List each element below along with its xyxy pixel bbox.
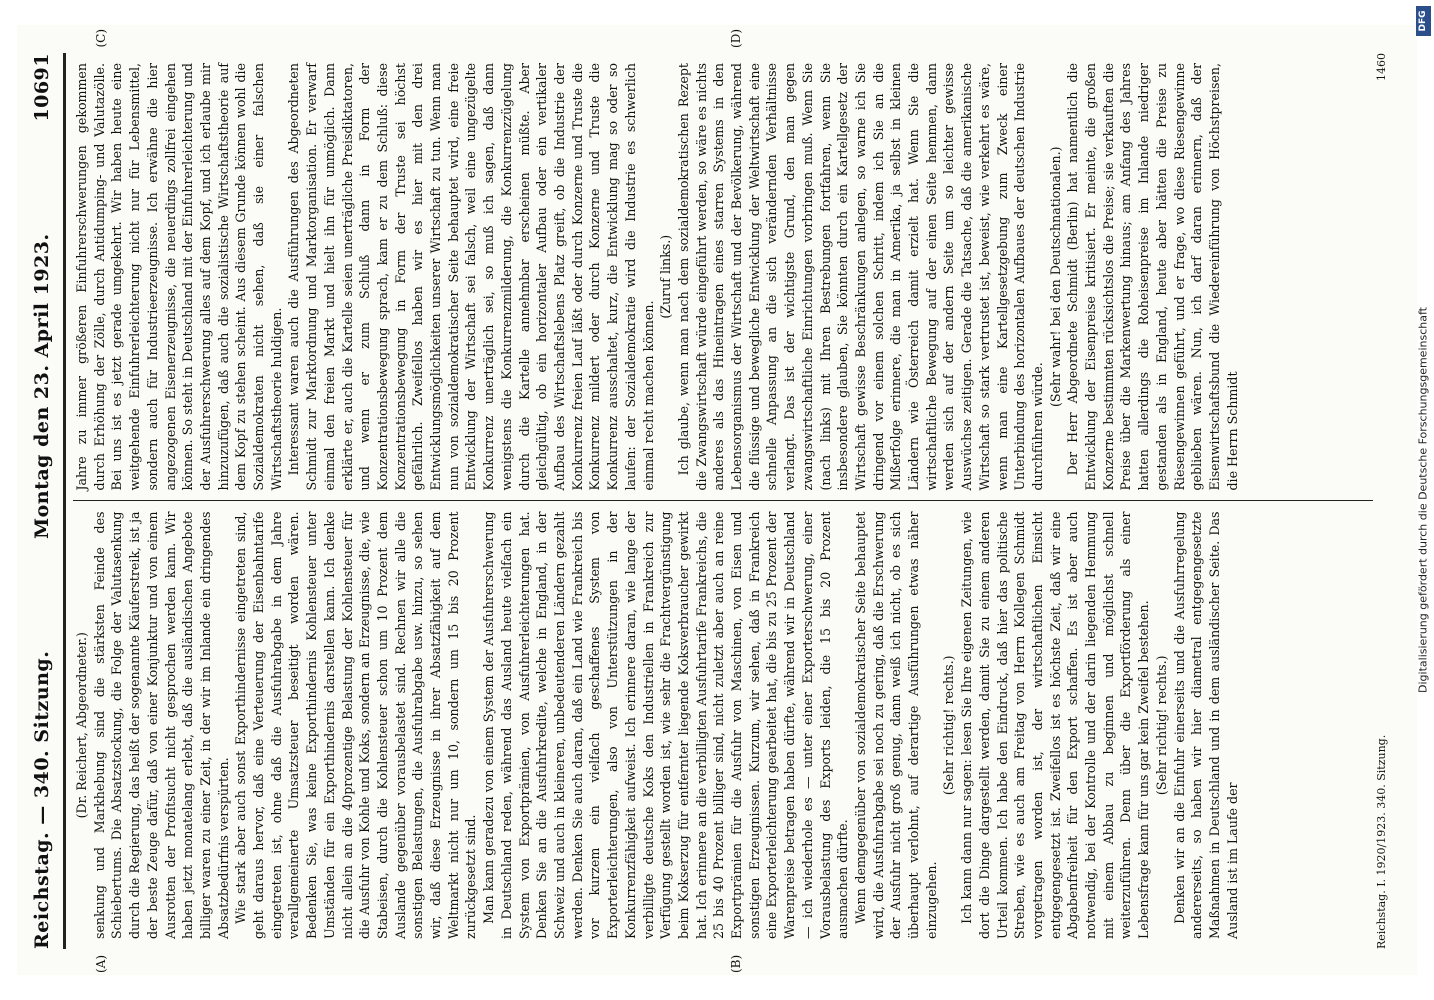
right-column [73, 29, 1373, 502]
margin-mark-d: (D) [729, 29, 743, 48]
paragraph: Jahre zu immer größeren Einfuhrerschwerungen gekommen durch Erhöhung der Zölle, durch Antidumping- und Valutazölle. Bei uns ist es jetzt gerade umgekehrt. Wir haben heute eine weitgehende Einfuhrerleichterung nicht nur für Lebensmittel, sondern auch für Industrieerzeugnisse. Ich erwähne die hier angezogenen Eisenerzeugnisse, die neuerdings zollfrei eingehen können. So steht in Deutschland mit der Einfuhrerleichterung und der Ausfuhrerschwerung alles auf dem Kopf, und ich erlaube mir hinzuzufügen, daß auch die sozialistische Wirtschaftstheorie auf dem Kopf zu stehen scheint. Aus diesem Grunde können wohl die Sozialdemokraten nicht sehen, daß sie einer falschen Wirtschaftstheorie huldigen. [74, 63, 284, 491]
page-footer [1375, 53, 1391, 949]
page-number: 10691 [31, 53, 53, 122]
paragraph: Ich kann dann nur sagen: lesen Sie Ihre eigenen Zeitungen, wie dort die Dinge dargestellt werden, damit Sie zu einem anderen Urteil kommen. Ich habe den Eindruck, daß hier das politische Streben, wie es auch am Freitag von Herrn Kollegen Schmidt vorgetragen worden ist, der wirtschaftlichen Einsicht entgegengesetzt ist. Zweifellos ist es höchste Zeit, daß wir eine Abgabenfreiheit für den Export schaffen. Es ist aber auch notwendig, bei der Kontrolle und der darin liegenden Hemmung mit einem Abbau zu beginnen und möglichst schnell weiterzuführen. Denn über die Exportförderung als einer Lebensfrage kann für uns gar kein Zweifel bestehen. [959, 511, 1152, 939]
header-rule [65, 53, 69, 949]
margin-mark-b: (B) [729, 954, 743, 973]
dfg-logo [1416, 6, 1431, 36]
interjection: (Sehr wahr! bei den Deutschnationalen.) [1047, 146, 1063, 408]
paragraph: Man kann geradezu von einem System der Ausfuhrerschwerung in Deutschland reden, während das Ausland heute vielfach ein System von Exportprämien, von Ausfuhrerleichterungen hat. Denken Sie an die Ausfuhrkredite, welche in England, in der Schweiz und auch in kleineren, unbedeutenderen Ländern gezahlt werden. Denken Sie auch daran, daß ein Land wie Frankreich bis vor kurzem ein vielfach geschaffenes System von Exporterleichterungen, also von Unterstützungen in der Konkurrenzfähigkeit aufweist. Ich erinnere daran, wie lange der verbilligte deutsche Koks den Industriellen in Frankreich zur Verfügung gestellt worden ist, wie sehr die Frachtvergünstigung beim Kokserzug für entfernter liegende Koksverbraucher gewirkt hat. Ich erinnere an die verbilligten Ausfuhrtarife Frankreichs, die 25 bis 40 Prozent billiger sind, nicht zuletzt aber auch an reine Exportprämien für die Ausfuhr von Maschinen, von Eisen und sonstigen Erzeugnissen. Kurzum, wir sehen, daß in Frankreich eine Exporterleichterung gearbeitet hat, die bis zu 25 Prozent der Warenpreise betragen haben dürfte, während wir in Deutschland — ich wiederhole es — unter einer Exporterschwerung, einer Vorausbelastung des Exports leiden, die 15 bis 20 Prozent ausmachen dürfte. [481, 511, 851, 939]
interjection: (Sehr richtig! rechts.) [941, 655, 957, 796]
digitization-credit [1412, 4, 1434, 996]
paragraph: Wenn demgegenüber von sozialdemokratischer Seite behauptet wird, die Ausfuhrabgabe sei noch zu gering, daß die Erschwerung der Ausfuhr nicht groß genug, dann weiß ich nicht, ob es sich überhaupt verlohnt, auf derartige Ausführungen etwas näher einzugehen. [852, 511, 939, 939]
page-header [31, 53, 65, 949]
paragraph: Interessant waren auch die Ausführungen des Abgeordneten Schmidt zur Marktordnung und Marktorganisation. Er verwarf einmal den freien Markt und hielt ihn für unmöglich. Dann erklärte er, auch die Kartelle seien unerträgliche Preisdiktatoren, und wenn er zum Schluß dann in Form der Konzentrationsbewegung sprach, kam er zu dem Schluß: diese Konzentrationsbewegung in Form der Truste sei höchst gefährlich. Zweifellos haben wir es hier mit den drei Entwicklungsmöglichkeiten unserer Wirtschaft zu tun. Wenn man nun von sozialdemokratischer Seite behauptet wird, eine freie Entwicklung der Wirtschaft sei falsch, weil eine ungezügelte Konkurrenz unerträglich sei, so muß ich sagen, daß dann wenigstens die Konkurrenzmilderung, die Konkurrenzzügelung durch die Kartelle annehmbar erscheinen müßte. Aber gleichgültig, ob ein horizontaler Aufbau oder ein vertikaler Aufbau des Wirtschaftslebens Platz greift, ob die Industrie der Konkurrenz freien Lauf läßt oder durch Konzerne und Truste die Konkurrenz mildert oder durch Konzerne und Truste die Konkurrenz ausschaltet, kurz, die Entwicklung mag so oder so laufen: der Sozialdemokratie wird die Industrie es schwerlich einmal recht machen können. [286, 63, 656, 491]
document-page [17, 25, 1417, 975]
paragraph: Denken wir an die Einfuhr einerseits und die Ausfuhrregelung andererseits, so haben wir hier diametral entgegengesetzte Maßnahmen in Deutschland und in dem ausländischer Seite. Das Ausland ist im Laufe der [1171, 511, 1240, 939]
header-left: Reichstag. — 340. Sitzung. [31, 650, 53, 949]
left-column [73, 502, 1373, 973]
speaker-attribution: (Dr. Reichert, Abgeordneter.) [74, 632, 89, 819]
interjection: (Zuruf links.) [658, 234, 674, 319]
text-columns [73, 29, 1373, 973]
margin-mark-a: (A) [94, 954, 108, 973]
credit-text: Digitalisierung gefördert durch die Deutsche Forschungsgemeinschaft [1416, 307, 1430, 693]
paragraph: Ich glaube, wenn man nach dem sozialdemokratischen Rezept die Zwangswirtschaft würde eingeführt werden, so wäre es nichts anderes als das Hineintragen eines starren Systems in den Lebensorganismus der Wirtschaft und der Bevölkerung, während die flüssige und bewegliche Entwicklung der Weltwirtschaft eine schnelle Anpassung an die sich verändernden Verhältnisse verlangt. Das ist der wichtigste Grund, den man gegen zwangswirtschaftliche Einrichtungen vorbringen muß. Wenn Sie (nach links) mit Ihren Bestrebungen fortfahren, wenn Sie insbesondere glauben, Sie könnten durch ein Kartellgesetz der Wirtschaft gewisse Beschränkungen anlegen, so warne ich Sie dringend vor einem solchen Schritt, indem ich Sie an die Mißerfolge erinnere, die man in Amerika, ja selbst in kleinen Ländern wie Österreich damit erzielt hat. Wenn Sie die wirtschaftliche Bewegung auf der einen Seite hemmen, dann werden sich auf der andern Seite um so leichter gewisse Auswüchse zeitigen. Gerade die Tatsache, daß die amerikanische Wirtschaft so stark vertrustet ist, beweist, wie verkehrt es wäre, wenn man eine Kartellgesetzgebung zum Zweck einer Unterbindung des horizontalen Aufbaues der deutschen Industrie durchführen würde. [675, 63, 1045, 491]
footer-left: Reichstag. I. 1920/1923. 340. Sitzung. [1375, 734, 1388, 949]
paragraph: Wie stark aber auch sonst Exporthindernisse eingetreten sind, geht daraus hervor, daß eine Verteuerung der Eisenbahntarife eingetreten ist, ohne daß die Ausfuhrabgabe in dem Jahre verallgemeinerte Umsatzsteuer beseitigt worden wären. Bedenken Sie, was keine Exporthindernis Kohlensteuer unter Umständen für ein Exporthindernis darstellen kann. Ich denke nicht allein an die 40prozentige Belastung der Kohlensteuer für die Ausfuhr von Kohle und Koks, sondern an Erzeugnisse, die, wie Stabeisen, durch die Kohlensteuer schon um 10 Prozent dem Auslande gegenüber vorausbelastet sind. Rechnen wir alle die sonstigen Belastungen, die Ausfuhrabgabe usw. hinzu, so sehen wir, daß diese Erzeugnisse in ihrer Absatzfähigkeit auf dem Weltmarkt nicht nur um 10, sondern um 15 bis 20 Prozent zurückgesetzt sind. [233, 511, 479, 939]
margin-mark-c: (C) [94, 29, 108, 48]
paragraph: senkung und Markhebung sind die stärksten Feinde des Schiebertums. Die Absatzstockung, die Folge der Valutasenkung durch die Regierung, das heißt der sogenannte Käuferstreik, ist ja der beste Zeuge dafür, daß von einer Konjunktur und von einem Ausrotten der Profitsucht nicht gesprochen werden kann. Wir haben jetzt monatelang erlebt, daß die ausländischen Angebote billiger waren zu einer Zeit, in der wir im Inlande ein dringendes Absatzbedürfnis verspürten. [91, 511, 231, 939]
paragraph: Der Herr Abgeordnete Schmidt (Berlin) hat namentlich die Entwicklung der Eisenpreise kritisiert. Er meinte, die großen Konzerne bestimmten rücksichtslos die Preise; sie verkauften die Preise über die Markenwertung hinaus; am Anfang des Jahres hatten allerdings die Roheisenpreise im Inlande niedriger gestanden als in England, heute aber hätten die Preise zu Riesengewinnen geführt, und er frage, wo diese Riesengewinne geblieben wären. Nun, ich darf daran erinnern, daß der Eisenwirtschaftsbund die Wiedereinführung von Höchstpreisen, die Herrn Schmidt [1065, 63, 1240, 491]
header-date: Montag den 23. April 1923. [31, 233, 53, 539]
footer-sheet-number: 1460 [1375, 53, 1388, 81]
interjection: (Sehr richtig! rechts.) [1153, 655, 1169, 796]
dfg-logo-text: DFG [1418, 10, 1428, 32]
